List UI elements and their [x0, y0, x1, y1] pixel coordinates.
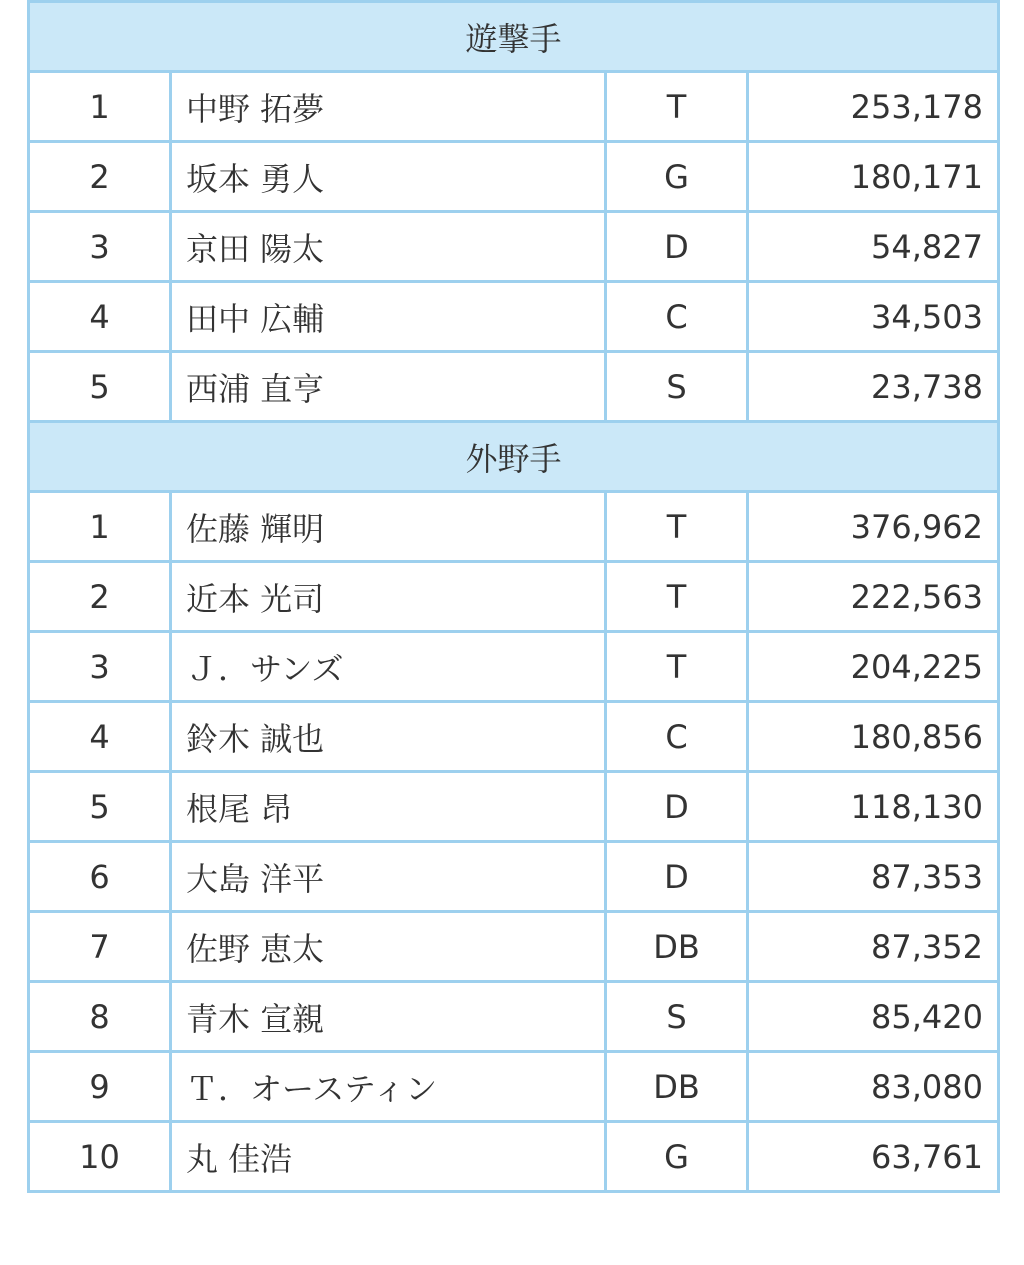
- player-name-cell: 大島 洋平: [171, 842, 606, 912]
- player-name-cell: 坂本 勇人: [171, 142, 606, 212]
- rank-cell: 4: [29, 702, 171, 772]
- player-name-cell: 佐藤 輝明: [171, 492, 606, 562]
- team-cell: C: [606, 702, 748, 772]
- votes-cell: 87,353: [748, 842, 999, 912]
- rank-cell: 1: [29, 492, 171, 562]
- rank-cell: 5: [29, 352, 171, 422]
- votes-cell: 376,962: [748, 492, 999, 562]
- section-header-row: [29, 2, 999, 72]
- player-name-cell: 根尾 昂: [171, 772, 606, 842]
- votes-cell: 180,856: [748, 702, 999, 772]
- rank-cell: 5: [29, 772, 171, 842]
- votes-cell: 87,352: [748, 912, 999, 982]
- player-name-cell: Ｔ．オースティン: [171, 1052, 606, 1122]
- player-name-cell: 佐野 恵太: [171, 912, 606, 982]
- votes-cell: 118,130: [748, 772, 999, 842]
- votes-cell: 23,738: [748, 352, 999, 422]
- votes-cell: 253,178: [748, 72, 999, 142]
- player-name-cell: 田中 広輔: [171, 282, 606, 352]
- player-name-cell: 青木 宣親: [171, 982, 606, 1052]
- rank-cell: 10: [29, 1122, 171, 1192]
- player-name-cell: 京田 陽太: [171, 212, 606, 282]
- rank-cell: 2: [29, 562, 171, 632]
- player-name-cell: Ｊ．サンズ: [171, 632, 606, 702]
- team-cell: D: [606, 842, 748, 912]
- player-name-cell: 丸 佳浩: [171, 1122, 606, 1192]
- votes-cell: 85,420: [748, 982, 999, 1052]
- votes-cell: 180,171: [748, 142, 999, 212]
- team-cell: T: [606, 72, 748, 142]
- player-name-cell: 鈴木 誠也: [171, 702, 606, 772]
- rank-cell: 4: [29, 282, 171, 352]
- votes-cell: 54,827: [748, 212, 999, 282]
- player-name-cell: 近本 光司: [171, 562, 606, 632]
- table-row: [29, 72, 999, 142]
- table-row: [29, 912, 999, 982]
- rank-cell: 1: [29, 72, 171, 142]
- team-cell: T: [606, 562, 748, 632]
- team-cell: D: [606, 772, 748, 842]
- team-cell: T: [606, 632, 748, 702]
- table-row: [29, 1122, 999, 1192]
- vote-ranking-table: [27, 0, 1000, 1193]
- table-row: [29, 772, 999, 842]
- section-header-row: [29, 422, 999, 492]
- table-row: [29, 1052, 999, 1122]
- table-row: [29, 352, 999, 422]
- team-cell: DB: [606, 912, 748, 982]
- team-cell: D: [606, 212, 748, 282]
- vote-ranking-table-container: [27, 0, 997, 1193]
- section-title: 遊撃手: [29, 2, 999, 72]
- votes-cell: 63,761: [748, 1122, 999, 1192]
- votes-cell: 204,225: [748, 632, 999, 702]
- table-row: [29, 702, 999, 772]
- rank-cell: 9: [29, 1052, 171, 1122]
- player-name-cell: 中野 拓夢: [171, 72, 606, 142]
- rank-cell: 3: [29, 632, 171, 702]
- votes-cell: 83,080: [748, 1052, 999, 1122]
- votes-cell: 222,563: [748, 562, 999, 632]
- table-row: [29, 212, 999, 282]
- table-row: [29, 982, 999, 1052]
- rank-cell: 3: [29, 212, 171, 282]
- table-row: [29, 282, 999, 352]
- rank-cell: 7: [29, 912, 171, 982]
- table-row: [29, 492, 999, 562]
- rank-cell: 2: [29, 142, 171, 212]
- table-row: [29, 842, 999, 912]
- team-cell: C: [606, 282, 748, 352]
- section-title: 外野手: [29, 422, 999, 492]
- team-cell: T: [606, 492, 748, 562]
- rank-cell: 8: [29, 982, 171, 1052]
- table-row: [29, 562, 999, 632]
- rank-cell: 6: [29, 842, 171, 912]
- table-row: [29, 142, 999, 212]
- team-cell: S: [606, 982, 748, 1052]
- team-cell: DB: [606, 1052, 748, 1122]
- team-cell: G: [606, 142, 748, 212]
- votes-cell: 34,503: [748, 282, 999, 352]
- player-name-cell: 西浦 直亨: [171, 352, 606, 422]
- team-cell: G: [606, 1122, 748, 1192]
- table-row: [29, 632, 999, 702]
- team-cell: S: [606, 352, 748, 422]
- table-body: [29, 0, 999, 1192]
